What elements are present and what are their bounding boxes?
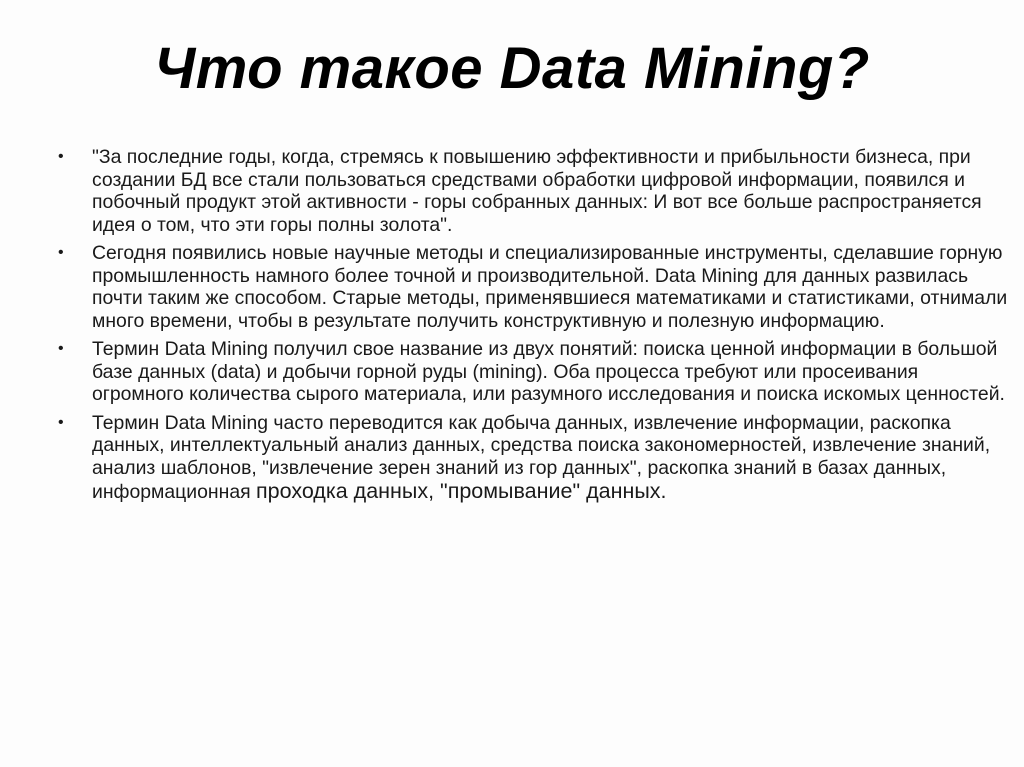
bullet-dot-icon: • (58, 340, 64, 357)
bullet-text-2: Сегодня появились новые научные методы и специализированные инструменты, сделавшие горную промышленность намного более точной и производительной. Data Mining для данных развилась почти таким же способом. Старые методы, применявшиеся математиками и статистиками, отнимали много времени, чтобы в результате получить конструктивную и полезную информацию. (92, 242, 1008, 332)
bullet-item-3 (50, 338, 1010, 406)
bullet-text-3: Термин Data Mining получил свое название из двух понятий: поиска ценной информации в большой базе данных (data) и добычи горной руды (mining). Оба процесса требуют или просеивания огромного количества сырого материала, или разумного исследования и поиска искомых ценностей. (92, 338, 1005, 405)
bullet-item-4 (50, 412, 1010, 504)
bullet-list (50, 146, 1010, 504)
bullet-dot-icon: • (58, 244, 64, 261)
bullet-item-2 (50, 242, 1010, 332)
slide-content (50, 146, 1010, 510)
bullet-dot-icon: • (58, 148, 64, 165)
bullet-dot-icon: • (58, 413, 64, 431)
bullet-text-1: "За последние годы, когда, стремясь к повышению эффективности и прибыльности бизнеса, при создании БД все стали пользоваться средствами обработки цифровой информации, появился и побочный продукт этой активности - горы собранных данных: И вот все больше распространяется идея о том, что эти горы полны золота". (92, 146, 982, 236)
bullet-item-1 (50, 146, 1010, 236)
bullet-text-4: Термин Data Mining часто переводится как добыча данных, извлечение информации, раскопка данных, интеллектуальный анализ данных, средства поиска закономерностей, извлечение знаний, анализ шаблонов, "извлечение зерен знаний из гор данных", раскопка знаний в базах данных, информационная (92, 411, 991, 503)
bullet-text-4-tail: проходка данных, "промывание" данных. (256, 479, 667, 503)
slide-title: Что такое Data Mining? (154, 36, 870, 101)
